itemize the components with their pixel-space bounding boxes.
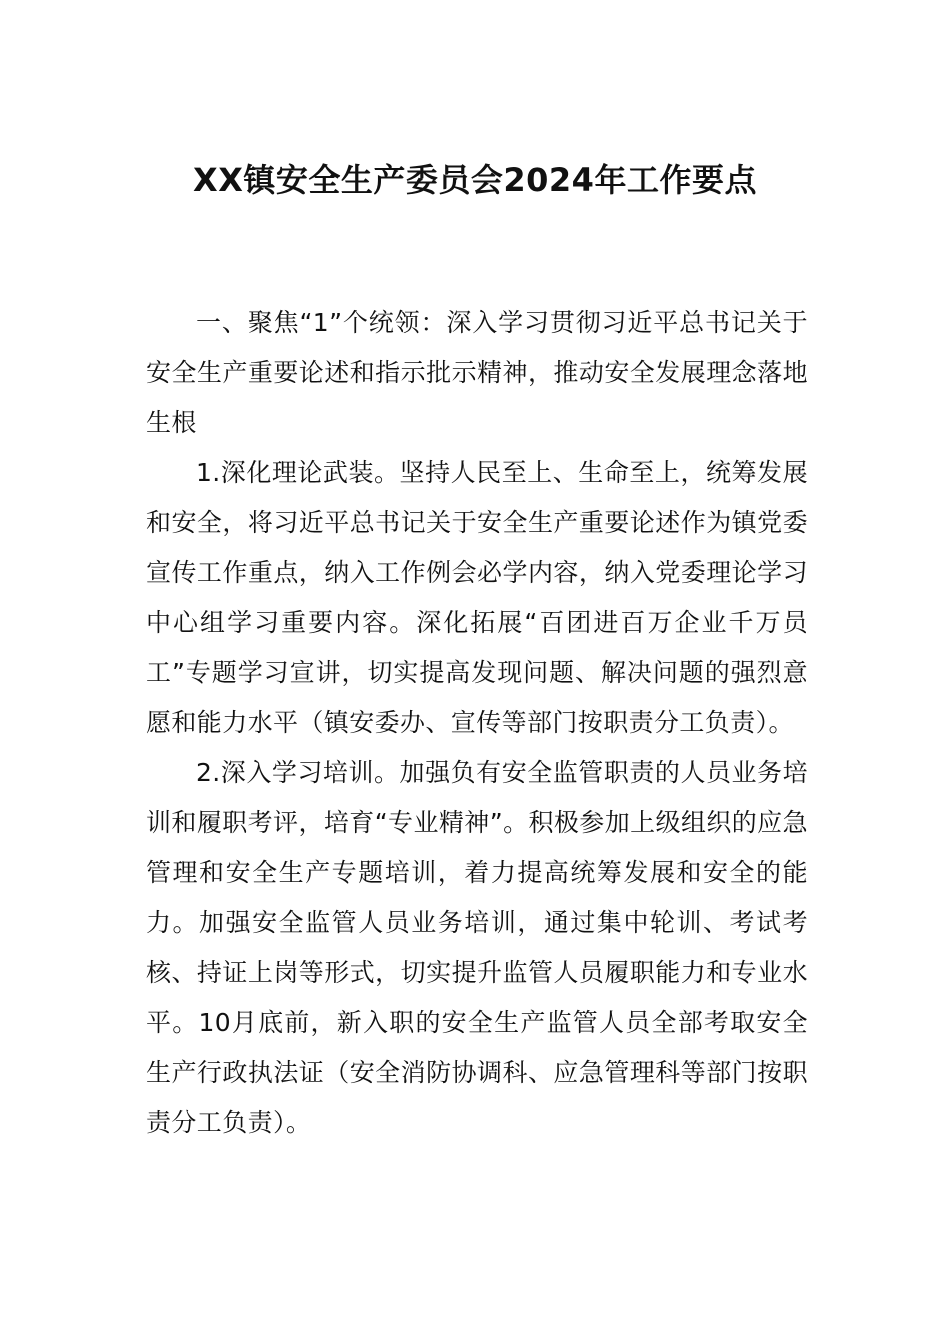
section-heading-paragraph: 一、聚焦“1”个统领：深入学习贯彻习近平总书记关于安全生产重要论述和指示批示精神，推动安全发展理念落地生根 xyxy=(146,308,808,437)
document-body xyxy=(146,298,808,1148)
item-2-paragraph: 2.深入学习培训。加强负有安全监管职责的人员业务培训和履职考评，培育“专业精神”。积极参加上级组织的应急管理和安全生产专题培训，着力提高统筹发展和安全的能力。加强安全监管人员业务培训，通过集中轮训、考试考核、持证上岗等形式，切实提升监管人员履职能力和专业水平。10月底前，新入职的安全生产监管人员全部考取安全生产行政执法证（安全消防协调科、应急管理科等部门按职责分工负责）。 xyxy=(146,758,808,1137)
item-1-paragraph: 1.深化理论武装。坚持人民至上、生命至上，统筹发展和安全，将习近平总书记关于安全生产重要论述作为镇党委宣传工作重点，纳入工作例会必学内容，纳入党委理论学习中心组学习重要内容。深化拓展“百团进百万企业千万员工”专题学习宣讲，切实提高发现问题、解决问题的强烈意愿和能力水平（镇安委办、宣传等部门按职责分工负责）。 xyxy=(146,458,808,737)
document-title: XX镇安全生产委员会2024年工作要点 xyxy=(193,161,757,199)
